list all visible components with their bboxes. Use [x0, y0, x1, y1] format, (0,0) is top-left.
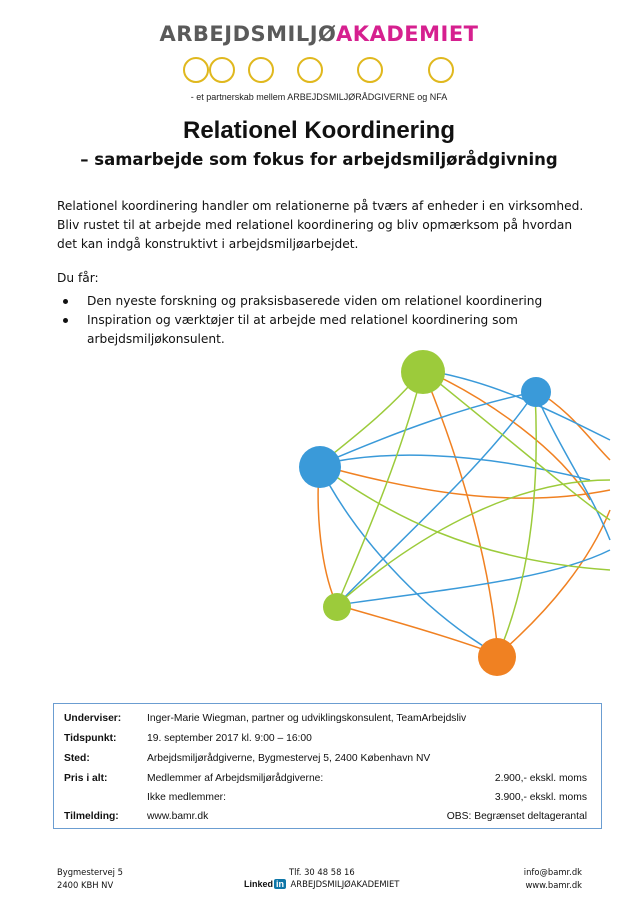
- signup-label: Tilmelding:: [64, 811, 119, 822]
- bullet-icon: [63, 318, 68, 323]
- list-item: [57, 292, 577, 311]
- logo-ring: [298, 58, 322, 82]
- intro-paragraph: [57, 197, 587, 254]
- network-link-green: [498, 392, 536, 655]
- signup-note: OBS: Begrænset deltagerantal: [446, 811, 587, 822]
- page-title: Relationel Koordinering: [182, 117, 455, 144]
- network-link-blue: [319, 392, 535, 465]
- linkedin-word: Linked: [244, 879, 274, 889]
- address-line2: 2400 KBH NV: [57, 880, 114, 890]
- bullet-text: Inspiration og værktøjer til at arbejde med relationel koordinering som arbejdsmiljøkonsulent.: [87, 313, 518, 346]
- network-node-blue: [521, 377, 551, 407]
- logo-wordmark: [0, 22, 638, 46]
- info-row-place: [64, 753, 587, 769]
- teacher-label: Underviser:: [64, 713, 122, 724]
- info-row-price-members: [64, 773, 587, 789]
- signup-link[interactable]: www.bamr.dk: [147, 811, 209, 822]
- info-row-teacher: [64, 713, 587, 729]
- time-label: Tidspunkt:: [64, 733, 117, 744]
- network-illustration: [290, 340, 638, 685]
- info-row-signup: [64, 811, 587, 827]
- linkedin-name: ARBEJDSMILJØAKADEMIET: [290, 879, 400, 889]
- web-link[interactable]: www.bamr.dk: [525, 880, 582, 890]
- linkedin-link[interactable]: [244, 878, 399, 891]
- footer-address: [57, 866, 123, 892]
- email-link[interactable]: info@bamr.dk: [523, 867, 582, 877]
- price-label: Pris i alt:: [64, 773, 108, 784]
- info-row-price-nonmembers: [64, 792, 587, 808]
- network-link-blue: [535, 392, 610, 540]
- place-value: Arbejdsmiljørådgiverne, Bygmestervej 5, 2400 København NV: [147, 753, 431, 764]
- network-node-green: [323, 593, 351, 621]
- network-link-orange: [425, 370, 590, 500]
- network-link-blue: [337, 550, 610, 605]
- nonmembers-label: Ikke medlemmer:: [147, 792, 226, 803]
- network-link-orange: [498, 510, 610, 655]
- nonmembers-price: 3.900,- ekskl. moms: [494, 792, 587, 803]
- logo-ring: [429, 58, 453, 82]
- bullet-text: Den nyeste forskning og praksisbaserede viden om relationel koordinering: [87, 294, 543, 308]
- network-node-orange: [478, 638, 516, 676]
- tagline: - et partnerskab mellem ARBEJDSMILJØRÅDGIVERNE og NFA: [190, 92, 448, 102]
- network-link-orange: [423, 370, 498, 655]
- info-row-time: [64, 733, 587, 749]
- page-subtitle: – samarbejde som fokus for arbejdsmiljørådgivning: [80, 150, 558, 169]
- footer-contact: [524, 866, 582, 892]
- members-label: Medlemmer af Arbejdsmiljørådgiverne:: [147, 773, 324, 784]
- logo-ring: [249, 58, 273, 82]
- logo-part2: AKADEMIET: [336, 22, 479, 46]
- network-link-orange: [337, 605, 498, 655]
- logo-ring: [210, 58, 234, 82]
- course-info-box: [53, 703, 602, 829]
- teacher-value: Inger-Marie Wiegman, partner og udviklingskonsulent, TeamArbejdsliv: [147, 713, 467, 724]
- you-get-label: Du får:: [57, 271, 99, 285]
- linkedin-icon: [244, 879, 286, 889]
- address-line1: Bygmestervej 5: [57, 867, 123, 877]
- network-node-blue: [299, 446, 341, 488]
- members-price: 2.900,- ekskl. moms: [494, 773, 587, 784]
- logo-circles: [182, 55, 462, 87]
- linkedin-box: in: [276, 879, 285, 889]
- phone-text: Tlf. 30 48 58 16: [289, 867, 355, 877]
- intro-text: Relationel koordinering handler om relationerne på tværs af enheder i en virksomhed. Bliv rustet til at arbejde med relationel koordinering og bliv opmærksom på hvordan det kan indgå konstruktivt i arbejdsmiljøarbejdet.: [57, 199, 584, 251]
- time-value: 19. september 2017 kl. 9:00 – 16:00: [147, 733, 312, 744]
- logo-ring: [358, 58, 382, 82]
- network-node-green: [401, 350, 445, 394]
- place-label: Sted:: [64, 753, 90, 764]
- logo-ring: [184, 58, 208, 82]
- bullet-icon: [63, 299, 68, 304]
- logo-part1: ARBEJDSMILJØ: [159, 22, 337, 46]
